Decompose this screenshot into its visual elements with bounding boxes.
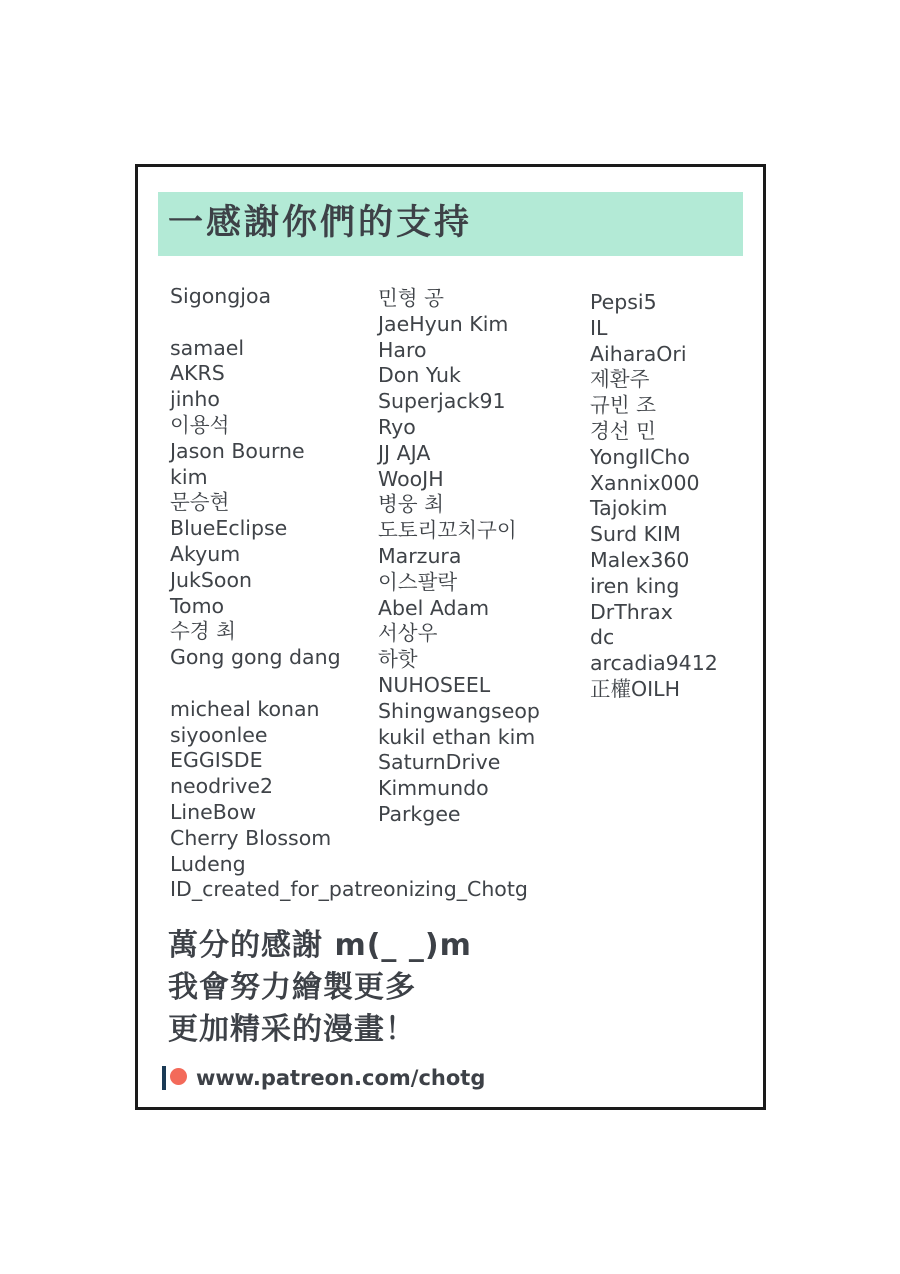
supporter-name: Ryo — [378, 414, 416, 439]
supporter-name: Tomo — [170, 593, 225, 618]
supporter-name: EGGISDE — [170, 748, 263, 773]
supporter-name: Xannix000 — [590, 470, 700, 495]
message-line-2: 我會努力繪製更多 — [168, 970, 416, 1005]
supporter-name: Abel Adam — [378, 595, 490, 620]
thanks-message — [168, 925, 472, 1051]
supporter-name: AiharaOri — [590, 341, 687, 366]
title-bar — [158, 192, 743, 256]
supporter-name: LineBow — [170, 799, 257, 824]
supporter-name: SaturnDrive — [378, 750, 501, 775]
supporter-name: 이스팔락 — [378, 569, 458, 594]
supporter-name: kukil ethan kim — [378, 724, 536, 749]
supporter-name: neodrive2 — [170, 774, 274, 799]
supporter-name: iren king — [590, 573, 680, 598]
supporter-name: micheal konan — [170, 696, 320, 721]
supporter-name: Akyum — [170, 541, 241, 566]
supporter-name: Sigongjoa — [170, 284, 272, 308]
supporter-name: Don Yuk — [378, 363, 461, 388]
page-title: 一感謝你們的支持 — [168, 203, 473, 243]
supporter-name: AKRS — [170, 361, 225, 386]
supporter-name: Haro — [378, 337, 427, 362]
supporter-name: NUHOSEEL — [378, 672, 491, 697]
supporter-name: Marzura — [378, 543, 462, 568]
supporter-name: Surd KIM — [590, 522, 681, 547]
supporter-name: Pepsi5 — [590, 290, 657, 314]
supporter-name: kim — [170, 464, 208, 489]
supporter-name: 서상우 — [378, 621, 438, 646]
supporter-name: 제환주 — [590, 367, 650, 392]
patreon-footer[interactable] — [162, 1065, 485, 1091]
supporter-name: 문승현 — [170, 490, 230, 515]
message-line-3: 更加精采的漫畫！ — [168, 1012, 416, 1047]
supporter-name: Superjack91 — [378, 389, 506, 414]
supporter-name: 병웅 최 — [378, 492, 444, 517]
supporter-name: 경선 민 — [590, 418, 656, 443]
supporter-name: 규빈 조 — [590, 393, 656, 418]
supporter-name: samael — [170, 335, 245, 360]
supporter-name: DrThrax — [590, 599, 673, 624]
supporter-name: dc — [590, 625, 615, 650]
supporter-name: 이용석 — [170, 412, 230, 437]
message-line-1: 萬分的感謝 m(_ _)m — [168, 928, 472, 963]
supporter-name: Cherry Blossom — [170, 825, 332, 850]
supporter-name: JaeHyun Kim — [378, 311, 509, 336]
patreon-logo-bar — [162, 1066, 166, 1090]
supporter-name: JukSoon — [170, 567, 252, 592]
supporter-name: 도토리꼬치구이 — [378, 518, 517, 543]
patreon-icon — [162, 1066, 188, 1090]
supporter-name: ID_created_for_patreonizing_Chotg — [170, 877, 528, 902]
supporter-name: Shingwangseop — [378, 698, 540, 723]
patreon-link[interactable]: www.patreon.com/chotg — [196, 1066, 486, 1090]
supporter-name: Ludeng — [170, 851, 246, 876]
supporter-name: Jason Bourne — [170, 438, 305, 463]
supporters-column-3 — [590, 290, 718, 703]
supporter-name: arcadia9412 — [590, 651, 718, 676]
supporter-name: Tajokim — [590, 496, 668, 521]
supporter-name: JJ AJA — [378, 440, 431, 465]
thanks-panel — [135, 164, 766, 1110]
supporter-name: IL — [590, 315, 608, 340]
supporter-name: Gong gong dang — [170, 645, 341, 670]
supporter-name: jinho — [170, 387, 220, 412]
supporters-column-2 — [378, 286, 540, 828]
supporter-name: WooJH — [378, 466, 444, 491]
supporter-name: 수경 최 — [170, 619, 236, 644]
patreon-logo-dot — [170, 1068, 187, 1085]
supporter-name: YongIlCho — [590, 444, 690, 469]
supporter-name: Parkgee — [378, 801, 461, 826]
supporter-name: 하핫 — [378, 647, 418, 672]
supporter-name: 正權OILH — [590, 676, 681, 701]
supporter-name: BlueEclipse — [170, 516, 288, 541]
supporter-name: Kimmundo — [378, 776, 489, 801]
supporter-name: Malex360 — [590, 547, 690, 572]
supporter-name: siyoonlee — [170, 722, 268, 747]
supporter-name: 민형 공 — [378, 286, 444, 310]
